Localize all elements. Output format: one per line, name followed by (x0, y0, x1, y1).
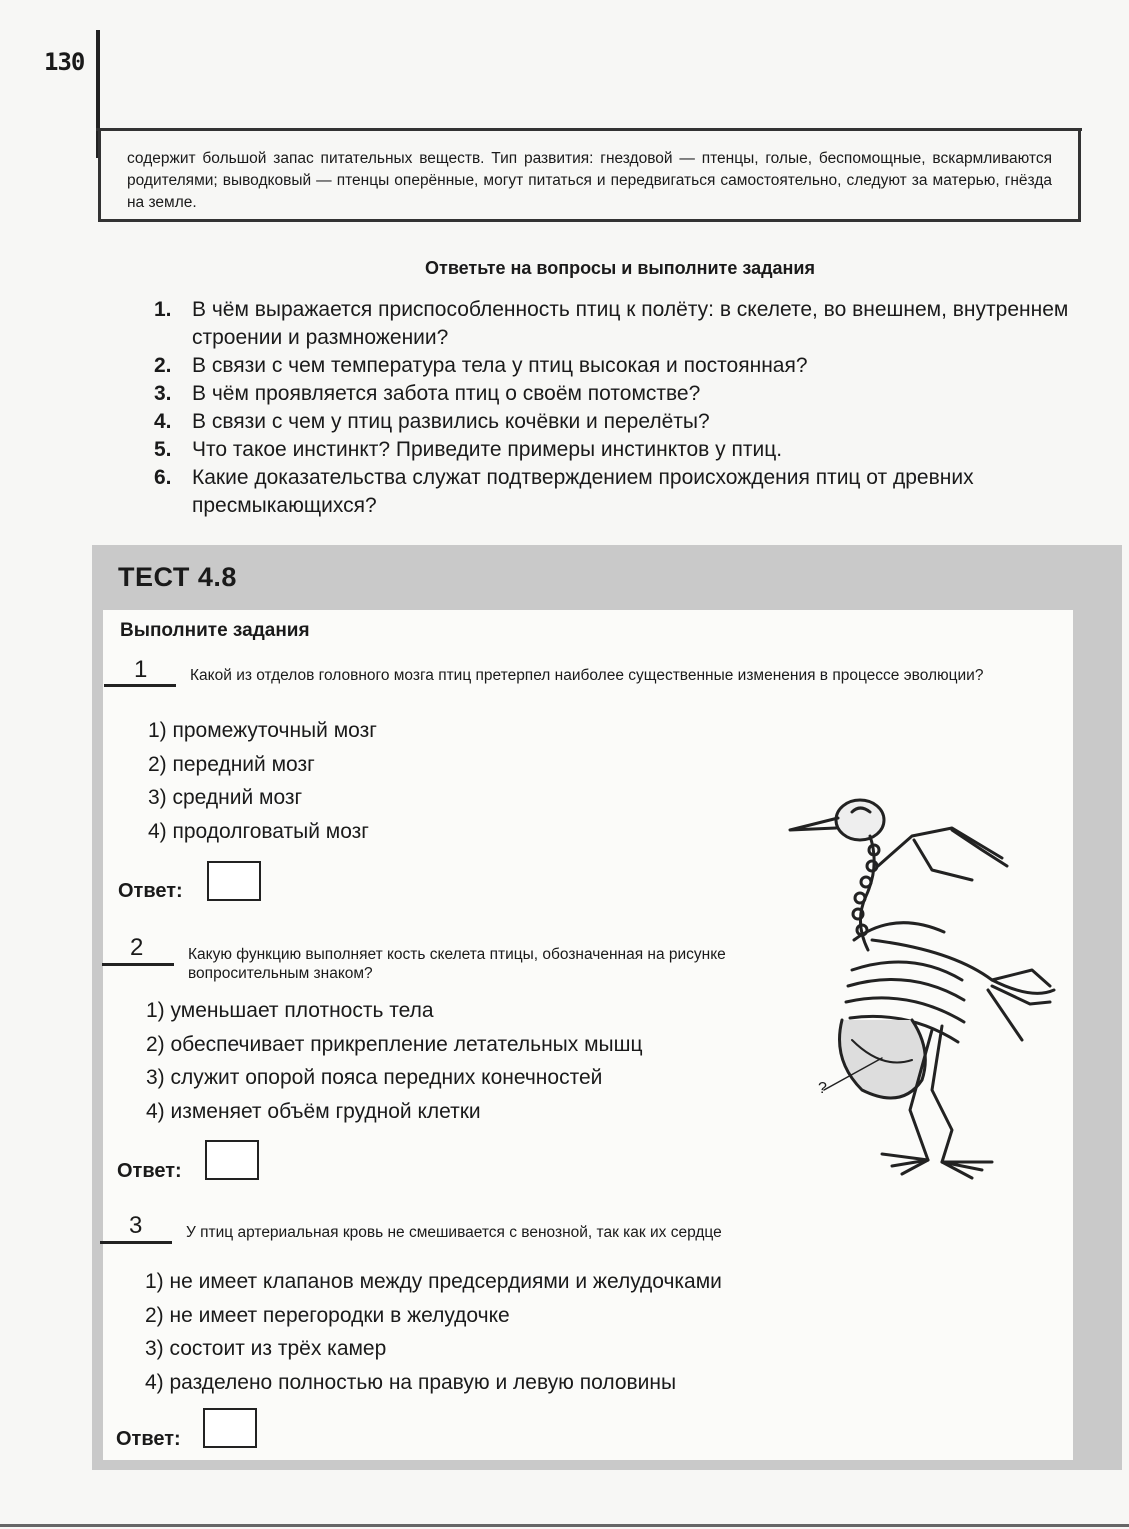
task-text: Какой из отделов головного мозга птиц претерпел наиболее существенные изменения в процессе эволюции? (190, 667, 984, 684)
question-number: 1. (154, 298, 172, 321)
answer-option: 2) передний мозг (148, 752, 315, 776)
info-box: содержит большой запас питательных веществ. Тип развития: гнездовой — птенцы, голые, беспомощные, вскармливаются родителями; выводковый — птенцы оперённые, могут питаться и передвигаться самостоятельно, следуют за матерью, гнёзда на земле. (98, 130, 1081, 222)
question-number: 2. (154, 354, 172, 377)
task-underline (102, 963, 174, 966)
test-instruction: Выполните задания (120, 620, 310, 641)
task-number: 3 (129, 1212, 143, 1239)
answer-option: 4) продолговатый мозг (148, 819, 369, 843)
answer-option: 1) промежуточный мозг (148, 719, 377, 742)
answer-label: Ответ: (116, 1428, 181, 1450)
answer-option: 4) изменяет объём грудной клетки (146, 1099, 481, 1123)
answer-option: 2) обеспечивает прикрепление летательных мышц (146, 1032, 643, 1056)
section-heading: Ответьте на вопросы и выполните задания (425, 258, 815, 278)
option-list (148, 714, 377, 848)
question-text: Что такое инстинкт? Приведите примеры инстинктов у птиц. (192, 438, 783, 461)
question-item (150, 464, 1090, 520)
task-text: У птиц артериальная кровь не смешивается с венозной, так как их сердце (186, 1224, 722, 1241)
question-text: Какие доказательства служат подтверждением происхождения птиц от древних пресмыкающихся? (192, 466, 974, 517)
answer-label: Ответ: (117, 1160, 182, 1182)
question-number: 3. (154, 382, 172, 405)
question-text: В чём проявляется забота птиц о своём потомстве? (192, 382, 701, 405)
bird-skeleton-figure (782, 790, 1072, 1190)
task-text: Какую функцию выполняет кость скелета птицы, обозначенная на рисунке вопросительным знаком? (188, 946, 726, 982)
bottom-rule (0, 1524, 1129, 1527)
question-item (150, 352, 1090, 380)
question-item (150, 408, 1090, 436)
task-number: 2 (130, 934, 144, 961)
question-item (150, 436, 1090, 464)
task-underline (104, 684, 176, 687)
question-text: В чём выражается приспособленность птиц к полёту: в скелете, во внешнем, внутреннем строении и размножении? (192, 298, 1069, 349)
question-text: В связи с чем у птиц развились кочёвки и перелёты? (192, 410, 710, 433)
answer-option: 2) не имеет перегородки в желудочке (145, 1303, 510, 1327)
question-text: В связи с чем температура тела у птиц высокая и постоянная? (192, 354, 808, 377)
answer-input-box[interactable] (203, 1408, 257, 1448)
question-item (150, 296, 1090, 352)
answer-input-box[interactable] (207, 861, 261, 901)
question-list (150, 296, 1090, 520)
answer-option: 1) уменьшает плотность тела (146, 999, 434, 1022)
answer-input-box[interactable] (205, 1140, 259, 1180)
option-list (146, 994, 643, 1128)
test-title: ТЕСТ 4.8 (118, 562, 237, 592)
task-underline (100, 1241, 172, 1244)
answer-option: 3) средний мозг (148, 786, 303, 809)
figure-label: ? (818, 1080, 827, 1097)
page-number: 130 (44, 48, 85, 76)
question-number: 5. (154, 438, 172, 461)
option-list (145, 1265, 722, 1399)
answer-option: 3) состоит из трёх камер (145, 1337, 387, 1360)
question-item (150, 380, 1090, 408)
answer-option: 1) не имеет клапанов между предсердиями и желудочками (145, 1270, 722, 1293)
question-number: 4. (154, 410, 172, 433)
answer-option: 3) служит опорой пояса передних конечностей (146, 1066, 603, 1089)
answer-option: 4) разделено полностью на правую и левую половины (145, 1370, 677, 1394)
question-number: 6. (154, 466, 172, 489)
answer-label: Ответ: (118, 880, 183, 902)
task-number: 1 (134, 656, 148, 683)
